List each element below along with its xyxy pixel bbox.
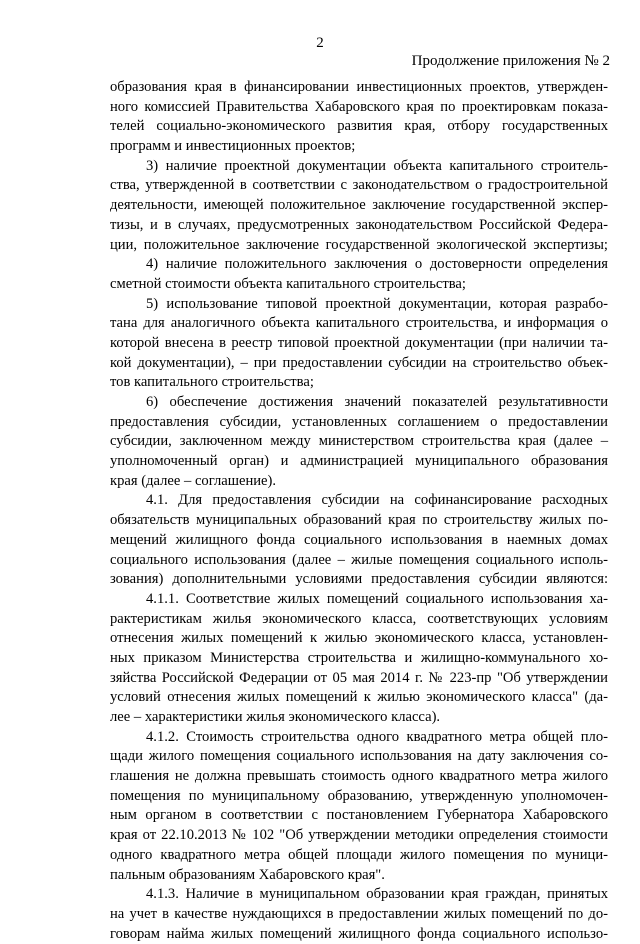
text-line: мещений жилищного фонда социального использования в наемных домах xyxy=(110,531,608,548)
text-line: края от 22.10.2013 № 102 "Об утверждении методики определения стоимости xyxy=(110,827,608,844)
text-line: отнесения жилых помещений к жилью экономического класса, установлен- xyxy=(110,630,608,647)
text-line: 5) использование типовой проектной документации, которая разрабо- xyxy=(146,295,608,312)
text-line: говорам найма жилых помещений жилищного фонда социального использо- xyxy=(110,925,608,942)
text-line: пальным образованиям Хабаровского края". xyxy=(110,866,385,883)
text-line: 4) наличие положительного заключения о достоверности определения xyxy=(146,256,608,273)
text-line: одного квадратного метра общей площади жилого помещения по муници- xyxy=(110,846,608,863)
text-line: ства, утвержденной в соответствии с законодательством о градостроительной xyxy=(110,177,608,194)
text-line: телей социально-экономического развития края, отбору государственных xyxy=(110,118,608,135)
text-line: ции, положительное заключение государственной экологической экспертизы; xyxy=(110,236,608,253)
page-number: 2 xyxy=(316,35,324,51)
text-line: ным органом в соответствии с постановлением Губернатора Хабаровского xyxy=(110,807,608,824)
text-line: 4.1.3. Наличие в муниципальном образовании края граждан, принятых xyxy=(146,886,608,903)
text-line: помещения по муниципальному образованию, утвержденную уполномочен- xyxy=(110,787,608,804)
text-line: тизы, и в случаях, предусмотренных законодательством Российской Федера- xyxy=(110,216,608,233)
text-line: 4.1. Для предоставления субсидии на софинансирование расходных xyxy=(146,492,608,509)
text-line: тов капитального строительства; xyxy=(110,374,314,391)
text-line: рактеристикам жилья экономического класса, соответствующих условиям xyxy=(110,610,608,627)
text-line: субсидии, заключенном между министерством строительства края (далее – xyxy=(110,433,608,450)
text-line: которой внесена в реестр типовой проектной документации (при наличии та- xyxy=(110,334,608,351)
text-line: предоставления субсидии, установленных соглашением о предоставлении xyxy=(110,413,608,430)
text-line: 4.1.1. Соответствие жилых помещений социального использования ха- xyxy=(146,590,608,607)
text-line: кой документации), – при предоставлении субсидии на строительство объек- xyxy=(110,354,608,371)
text-line: тана для аналогичного объекта капитального строительства, и информация о xyxy=(110,315,608,332)
text-line: 4.1.2. Стоимость строительства одного квадратного метра общей пло- xyxy=(146,728,608,745)
text-line: социального использования (далее – жилые помещения социального исполь- xyxy=(110,551,608,568)
text-line: сметной стоимости объекта капитального строительства; xyxy=(110,275,466,292)
text-line: ных приказом Министерства строительства и жилищно-коммунального хо- xyxy=(110,649,608,666)
text-line: обязательств муниципальных образований края по строительству жилых по- xyxy=(110,512,608,529)
text-line: ного комиссией Правительства Хабаровского края по проектировкам показа- xyxy=(110,98,608,115)
text-line: на учет в качестве нуждающихся в предоставлении жилых помещений по до- xyxy=(110,905,608,922)
text-line: условий отнесения жилых помещений к жилью экономического класса" (да- xyxy=(110,689,608,706)
text-line: зяйства Российской Федерации от 05 мая 2014 г. № 223-пр "Об утверждении xyxy=(110,669,608,686)
document-body xyxy=(110,78,608,944)
text-line: лее – характеристики жилья экономического класса). xyxy=(110,709,441,725)
text-line: деятельности, имеющей положительное заключение государственной экспер- xyxy=(110,197,608,214)
text-line: щади жилого помещения социального использования на дату заключения со- xyxy=(110,748,608,765)
text-line: глашения не должна превышать стоимость одного квадратного метра жилого xyxy=(110,768,608,785)
text-line: уполномоченный орган) и администрацией муниципального образования xyxy=(110,453,608,470)
text-line: края (далее – соглашение). xyxy=(110,472,277,489)
appendix-continuation-note: Продолжение приложения № 2 xyxy=(411,53,610,69)
text-line: 3) наличие проектной документации объекта капитального строитель- xyxy=(146,157,608,174)
text-line: 6) обеспечение достижения значений показателей результативности xyxy=(146,394,608,410)
text-line: образования края в финансировании инвестиционных проектов, утвержден- xyxy=(110,79,608,95)
text-line: программ и инвестиционных проектов; xyxy=(110,138,356,155)
text-line: зования) дополнительными условиями предоставления субсидии являются: xyxy=(110,571,608,588)
